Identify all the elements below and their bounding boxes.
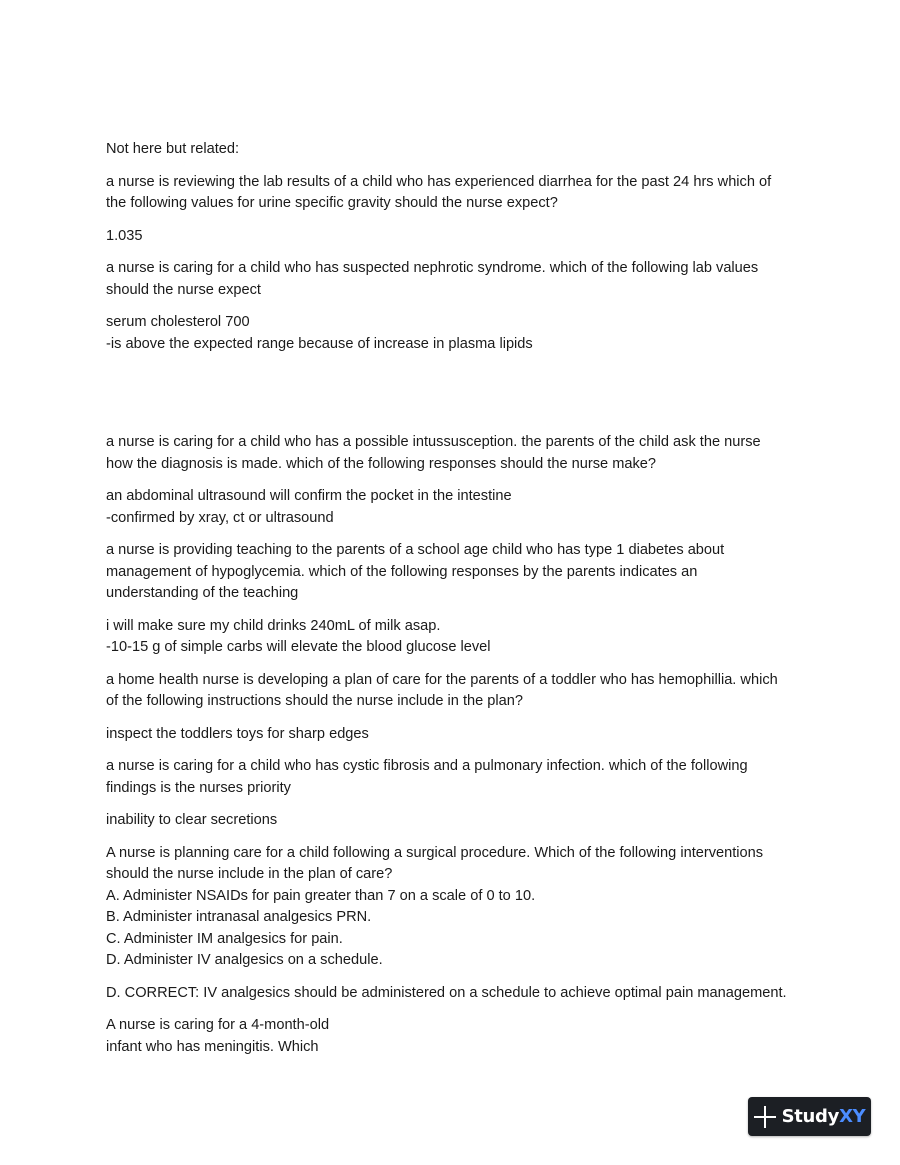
text-line: D. Administer IV analgesics on a schedule. (106, 952, 383, 968)
paragraph (106, 724, 806, 746)
text-line: -confirmed by xray, ct or ultrasound (106, 509, 334, 526)
text-line: findings is the nurses priority (106, 779, 291, 796)
studyxy-logo-badge[interactable] (748, 1097, 871, 1136)
paragraph (106, 486, 806, 529)
blank-space (106, 366, 806, 432)
text-line: -10-15 g of simple carbs will elevate the blood glucose level (106, 639, 491, 655)
text-line: B. Administer intranasal analgesics PRN. (106, 909, 372, 925)
text-line: how the diagnosis is made. which of the following responses should the nurse make? (106, 455, 657, 472)
text-line: inability to clear secretions (106, 812, 278, 828)
text-line: -is above the expected range because of increase in plasma lipids (106, 335, 533, 352)
text-line: serum cholesterol 700 (106, 314, 250, 330)
text-line: understanding of the teaching (106, 585, 299, 601)
paragraph (106, 432, 806, 475)
paragraph (106, 540, 806, 605)
plus-icon (754, 1106, 776, 1128)
text-line: should the nurse include in the plan of care? (106, 866, 393, 882)
text-line: i will make sure my child drinks 240mL of milk asap. (106, 617, 441, 634)
paragraph (106, 1015, 806, 1058)
text-line: C. Administer IM analgesics for pain. (106, 930, 343, 947)
text-line: the following values for urine specific gravity should the nurse expect? (106, 195, 558, 211)
paragraph (106, 983, 806, 1005)
text-line: should the nurse expect (106, 281, 261, 298)
text-line: a home health nurse is developing a plan of care for the parents of a toddler who has hemophillia. which (106, 671, 778, 688)
paragraph (106, 810, 806, 832)
text-line: inspect the toddlers toys for sharp edges (106, 725, 369, 742)
text-line: a nurse is caring for a child who has cystic fibrosis and a pulmonary infection. which of the following (106, 758, 748, 774)
paragraph (106, 172, 806, 215)
paragraph (106, 616, 806, 659)
text-line: a nurse is caring for a child who has suspected nephrotic syndrome. which of the following lab values (106, 260, 759, 276)
text-line: A nurse is caring for a 4-month-old (106, 1017, 330, 1033)
paragraph (106, 139, 806, 161)
text-line: D. CORRECT: IV analgesics should be administered on a schedule to achieve optimal pain management. (106, 984, 787, 1001)
text-line: infant who has meningitis. Which (106, 1038, 319, 1055)
document-body (106, 139, 806, 1069)
paragraph (106, 756, 806, 799)
paragraph (106, 670, 806, 713)
text-line: A. Administer NSAIDs for pain greater than 7 on a scale of 0 to 10. (106, 887, 536, 904)
text-line: A nurse is planning care for a child following a surgical procedure. Which of the following interventions (106, 844, 764, 861)
text-line: management of hypoglycemia. which of the following responses by the parents indicates an (106, 563, 698, 580)
text-line: an abdominal ultrasound will confirm the pocket in the intestine (106, 488, 512, 504)
brand-name (782, 1106, 866, 1127)
text-line: a nurse is caring for a child who has a possible intussusception. the parents of the child ask the nurse (106, 434, 761, 450)
brand-name-main: Study (781, 1106, 840, 1127)
paragraph (106, 843, 806, 972)
paragraph (106, 312, 806, 355)
text-line: Not here but related: (106, 141, 240, 157)
text-line: 1.035 (106, 227, 143, 244)
brand-name-accent: XY (839, 1106, 866, 1127)
paragraph (106, 258, 806, 301)
text-line: a nurse is reviewing the lab results of a child who has experienced diarrhea for the past 24 hrs which of (106, 173, 772, 190)
text-line: of the following instructions should the nurse include in the plan? (106, 693, 523, 709)
paragraph (106, 226, 806, 248)
text-line: a nurse is providing teaching to the parents of a school age child who has type 1 diabetes about (106, 542, 725, 558)
